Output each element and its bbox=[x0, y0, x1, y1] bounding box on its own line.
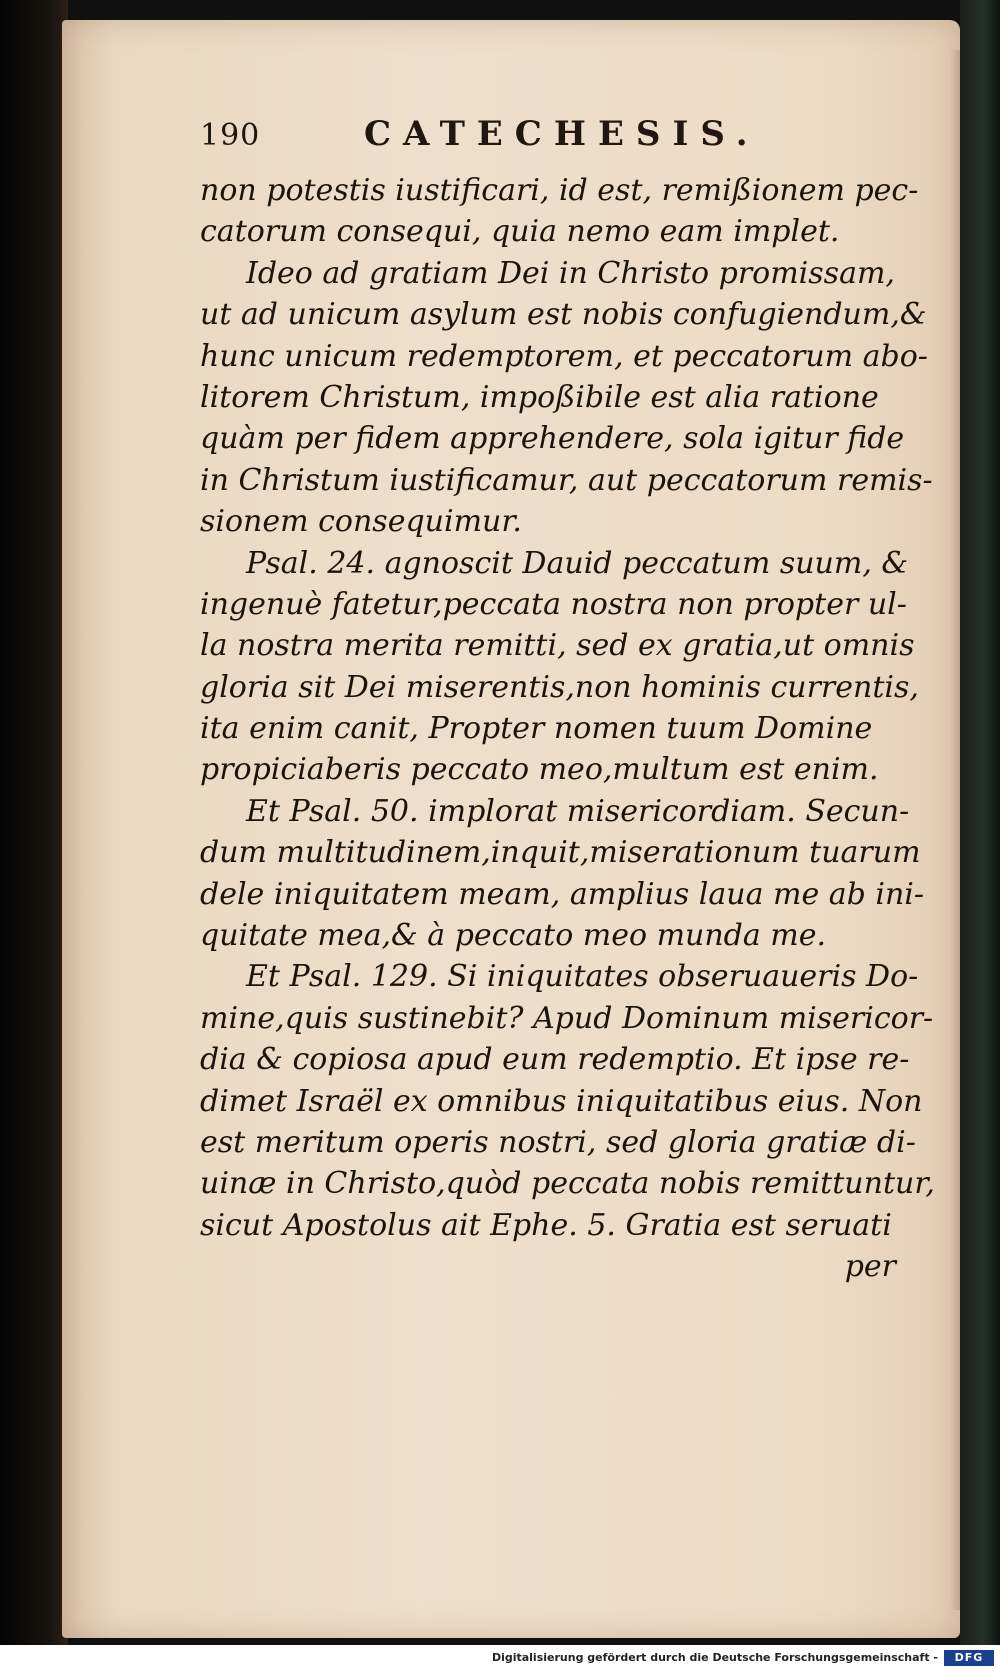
funding-credit: Digitalisierung gefördert durch die Deutsche Forschungsgemeinschaft - bbox=[491, 1651, 938, 1664]
text-line: la nostra merita remitti, sed ex gratia,ut omnis bbox=[200, 628, 915, 664]
text-line: ita enim canit, Propter nomen tuum Domine bbox=[200, 711, 873, 747]
dfg-logo: DFG bbox=[944, 1650, 994, 1666]
book-edge bbox=[960, 0, 1000, 1645]
page-edge-shading bbox=[950, 50, 960, 1610]
text-line: dum multitudinem,inquit,miserationum tuarum bbox=[200, 835, 921, 871]
text-line: quitate mea,& à peccato meo munda me. bbox=[200, 918, 827, 954]
text-line: gloria sit Dei miserentis,non hominis currentis, bbox=[200, 669, 919, 705]
text-line: mine,quis sustinebit? Apud Dominum misericor- bbox=[200, 1000, 934, 1036]
text-line: Et Psal. 129. Si iniquitates obseruaueris Do- bbox=[246, 959, 919, 995]
text-line: Et Psal. 50. implorat misericordiam. Secun- bbox=[246, 793, 910, 829]
catchword: per bbox=[844, 1249, 896, 1285]
page-header bbox=[200, 114, 840, 168]
text-line: ut ad unicum asylum est nobis confugiendum,& bbox=[200, 297, 927, 333]
text-line: non potestis iustificari, id est, remißionem pec- bbox=[200, 173, 919, 208]
text-line: propiciaberis peccato meo,multum est enim. bbox=[200, 752, 879, 788]
digitization-footer bbox=[0, 1645, 1000, 1672]
text-line: quàm per fidem apprehendere, sola igitur fide bbox=[200, 421, 905, 457]
text-line: uinæ in Christo,quòd peccata nobis remittuntur, bbox=[200, 1166, 935, 1202]
text-line: dele iniquitatem meam, amplius laua me ab ini- bbox=[200, 876, 925, 912]
text-line: est meritum operis nostri, sed gloria gratiæ di- bbox=[200, 1124, 916, 1160]
text-line: Psal. 24. agnoscit Dauid peccatum suum, & bbox=[246, 545, 909, 581]
text-line: catorum consequi, quia nemo eam implet. bbox=[200, 214, 840, 250]
text-line: dimet Israël ex omnibus iniquitatibus eius. Non bbox=[200, 1083, 923, 1119]
text-line: Ideo ad gratiam Dei in Christo promissam, bbox=[246, 255, 895, 291]
text-line: litorem Christum, impoßibile est alia ratione bbox=[200, 379, 879, 415]
text-line: hunc unicum redemptorem, et peccatorum abo- bbox=[200, 338, 928, 374]
text-line: sicut Apostolus ait Ephe. 5. Gratia est seruati bbox=[200, 1207, 892, 1243]
text-line: ingenuè fatetur,peccata nostra non propter ul- bbox=[200, 586, 907, 622]
text-line: in Christum iustificamur, aut peccatorum remis- bbox=[200, 462, 933, 498]
text-line: dia & copiosa apud eum redemptio. Et ipse re- bbox=[200, 1042, 910, 1078]
running-head: CATECHESIS. bbox=[364, 114, 760, 154]
page-number: 190 bbox=[200, 118, 261, 153]
text-line: sionem consequimur. bbox=[200, 504, 522, 540]
binding-shadow bbox=[0, 0, 68, 1645]
page-body-text bbox=[200, 170, 935, 1288]
